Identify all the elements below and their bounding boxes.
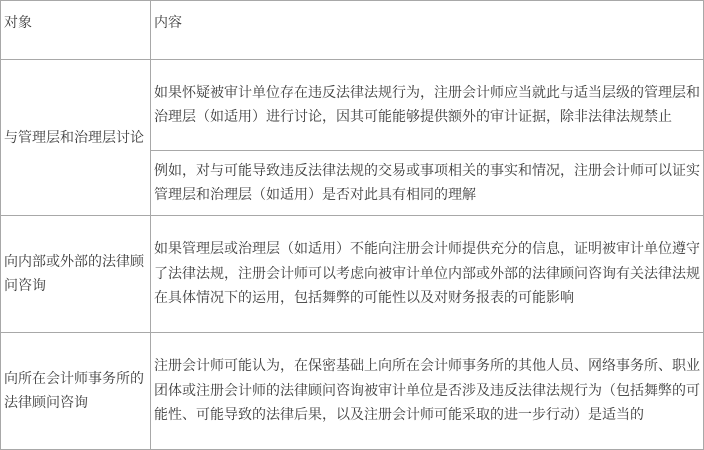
content-cell-discuss-2: 例如，对与可能导致违反法律法规的交易或事项相关的事实和情况，注册会计师可以证实管理层和治理层（如适用）是否对此具有相同的理解 bbox=[151, 151, 704, 216]
table-row-internal-external-counsel bbox=[1, 216, 704, 333]
content-cell-internal-external-counsel: 如果管理层或治理层（如适用）不能向注册会计师提供充分的信息，证明被审计单位遵守了法律法规，注册会计师可以考虑向被审计单位内部或外部的法律顾问咨询有关法律法规在具体情况下的运用，包括舞弊的可能性以及对财务报表的可能影响 bbox=[151, 216, 704, 333]
header-content-cell: 内容 bbox=[151, 1, 704, 60]
target-cell-firm-counsel: 向所在会计师事务所的法律顾问咨询 bbox=[1, 333, 151, 450]
table-row-firm-counsel bbox=[1, 333, 704, 450]
header-row bbox=[1, 1, 704, 60]
content-cell-discuss-1: 如果怀疑被审计单位存在违反法律法规行为，注册会计师应当就此与适当层级的管理层和治理层（如适用）进行讨论，因其可能能够提供额外的审计证据，除非法律法规禁止 bbox=[151, 60, 704, 151]
table-row-discuss bbox=[1, 60, 704, 151]
header-target-cell: 对象 bbox=[1, 1, 151, 60]
target-cell-internal-external-counsel: 向内部或外部的法律顾问咨询 bbox=[1, 216, 151, 333]
content-cell-firm-counsel: 注册会计师可能认为，在保密基础上向所在会计师事务所的其他人员、网络事务所、职业团体或注册会计师的法律顾问咨询被审计单位是否涉及违反法律法规行为（包括舞弊的可能性、可能导致的法律后果，以及注册会计师可能采取的进一步行动）是适当的 bbox=[151, 333, 704, 450]
target-cell-discuss: 与管理层和治理层讨论 bbox=[1, 60, 151, 216]
